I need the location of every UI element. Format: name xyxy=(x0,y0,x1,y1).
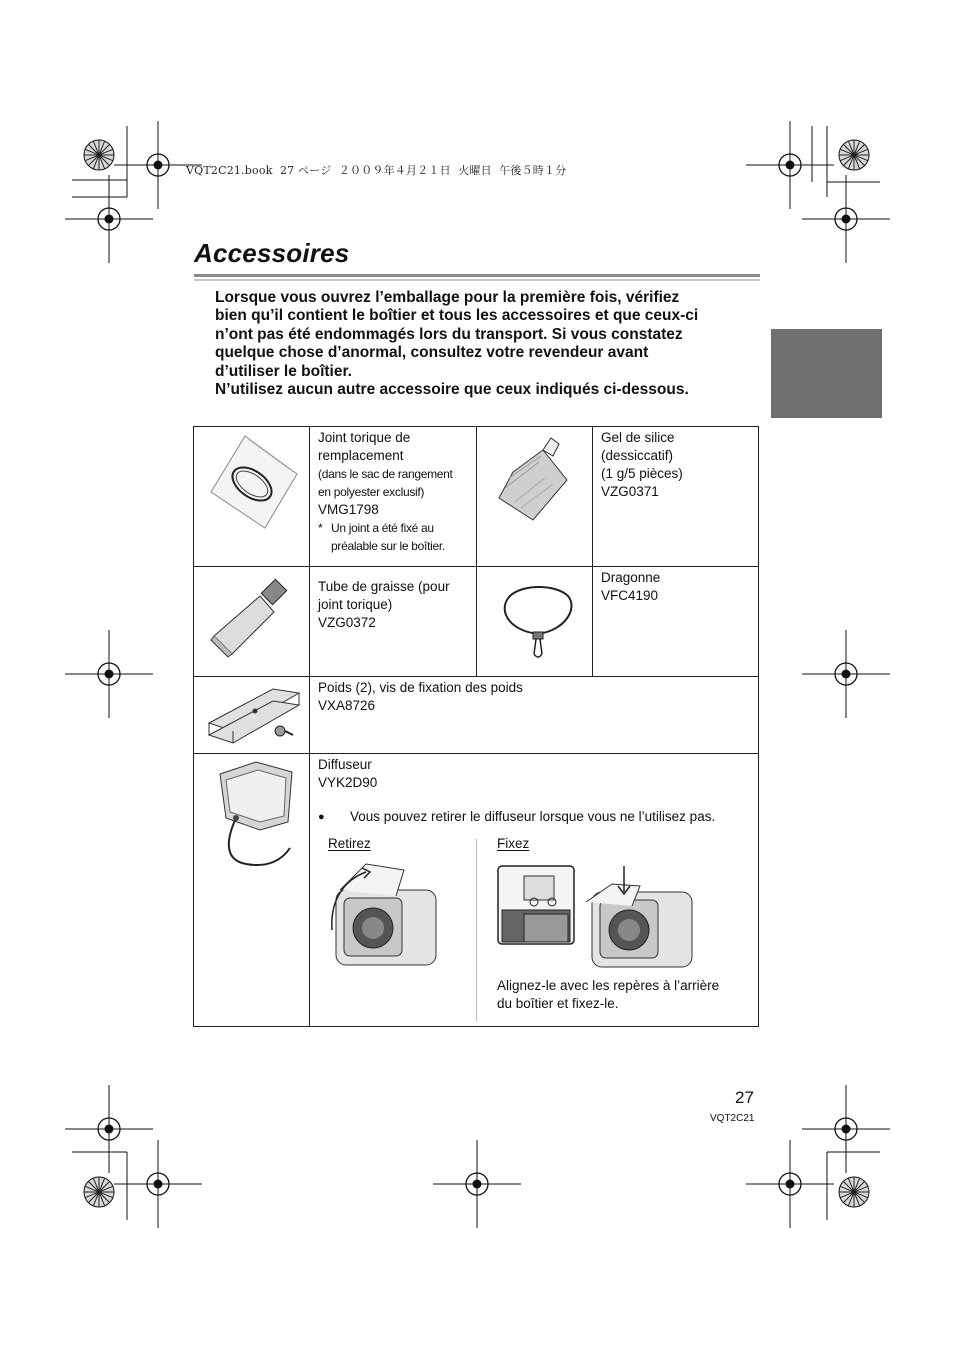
silica-gel-illustration xyxy=(495,432,575,522)
strap-illustration xyxy=(496,582,580,662)
table-divider xyxy=(592,427,593,677)
grease-name: Tube de graisse (pour xyxy=(318,579,450,594)
oring-footnote-line: préalable sur le boîtier. xyxy=(331,539,445,553)
oring-text xyxy=(318,429,473,555)
grease-code: VZG0372 xyxy=(318,615,376,630)
align-instructions xyxy=(497,977,757,1013)
silica-name: (dessiccatif) xyxy=(601,448,674,463)
silica-name: Gel de silice xyxy=(601,430,675,445)
diffuser-code: VYK2D90 xyxy=(318,775,378,790)
diffuser-text xyxy=(318,756,718,792)
oring-bag-note: (dans le sac de rangement xyxy=(318,467,453,481)
table-divider xyxy=(309,427,310,1026)
attach-diffuser-illustration xyxy=(582,862,706,972)
print-header: VQT2C21.book 27 ページ ２００９年４月２１日 火曜日 午後５時１分 xyxy=(186,164,567,177)
diffuser-note xyxy=(318,808,758,826)
oring-footnote-line: Un joint a été fixé au xyxy=(331,521,434,535)
intro-line: n’ont pas été endommagés lors du transport. Si vous constatez xyxy=(215,325,683,343)
oring-footnote xyxy=(318,519,473,537)
oring-name: Joint torique de xyxy=(318,430,411,445)
oring-bag-note: en polyester exclusif) xyxy=(318,485,425,499)
title-underline xyxy=(194,274,760,277)
remove-diffuser-illustration xyxy=(326,860,456,970)
diffuser-note-text: Vous pouvez retirer le diffuseur lorsque vous ne l’utilisez pas. xyxy=(350,809,716,824)
oring-code: VMG1798 xyxy=(318,502,379,517)
asterisk: * xyxy=(318,521,323,535)
strap-text xyxy=(601,569,756,605)
weights-illustration xyxy=(203,683,303,745)
table-divider xyxy=(476,427,477,677)
align-line: Alignez-le avec les repères à l’arrière xyxy=(497,978,720,993)
intro-line: d’utiliser le boîtier. xyxy=(215,362,352,380)
diffuser-illustration xyxy=(216,760,296,872)
silica-text xyxy=(601,429,756,501)
grease-tube-illustration xyxy=(208,578,290,658)
oring-name: remplacement xyxy=(318,448,404,463)
oring-bag-illustration xyxy=(205,432,300,530)
table-divider xyxy=(194,753,758,754)
remove-label: Retirez xyxy=(328,836,371,851)
grease-text xyxy=(318,578,473,632)
strap-code: VFC4190 xyxy=(601,588,659,603)
bullet-icon: ● xyxy=(318,811,325,823)
page-title: Accessoires xyxy=(194,238,350,268)
strap-name: Dragonne xyxy=(601,570,661,585)
attach-label: Fixez xyxy=(497,836,530,851)
silica-quantity: (1 g/5 pièces) xyxy=(601,466,683,481)
weights-text xyxy=(318,679,718,715)
silica-code: VZG0371 xyxy=(601,484,659,499)
section-tab xyxy=(771,329,882,418)
intro-warning: N’utilisez aucun autre accessoire que ceux indiqués ci-dessous. xyxy=(215,381,689,399)
diffuser-name: Diffuseur xyxy=(318,757,372,772)
intro-line: Lorsque vous ouvrez l’emballage pour la première fois, vérifiez xyxy=(215,289,680,306)
title-underline-light xyxy=(194,279,760,281)
diffuser-divider xyxy=(476,839,477,1021)
intro-line: quelque chose d’anormal, consultez votre revendeur avant xyxy=(215,344,649,362)
attach-detail-illustration xyxy=(498,866,576,946)
model-code: VQT2C21 xyxy=(710,1113,755,1124)
intro-text xyxy=(215,289,755,399)
page-number: 27 xyxy=(735,1088,754,1107)
intro-line: bien qu’il contient le boîtier et tous les accessoires et que ceux-ci xyxy=(215,307,699,325)
grease-name: joint torique) xyxy=(318,597,393,612)
weights-code: VXA8726 xyxy=(318,698,376,713)
align-line: du boîtier et fixez-le. xyxy=(497,996,619,1011)
weights-name: Poids (2), vis de fixation des poids xyxy=(318,680,523,695)
